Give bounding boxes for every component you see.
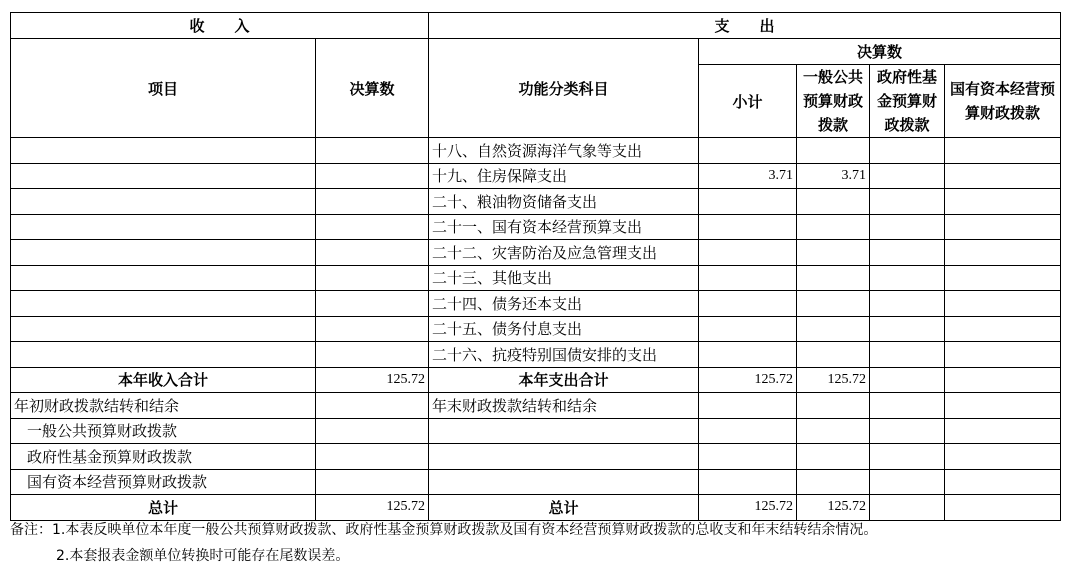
gov-fund-cell xyxy=(870,291,945,317)
state-capital-cell xyxy=(945,291,1061,317)
income-item-cell xyxy=(11,316,316,342)
income-item-cell xyxy=(11,214,316,240)
expense-subject-cell: 本年支出合计 xyxy=(429,367,699,393)
income-header: 收 入 xyxy=(11,13,429,39)
balance-row xyxy=(11,469,1061,495)
state-capital-cell xyxy=(945,367,1061,393)
gov-fund-cell xyxy=(870,367,945,393)
general-budget-cell xyxy=(797,444,870,470)
general-budget-cell xyxy=(797,214,870,240)
income-amount-cell xyxy=(316,418,429,444)
gov-fund-cell xyxy=(870,342,945,368)
item-header: 项目 xyxy=(11,39,316,138)
state-capital-cell xyxy=(945,469,1061,495)
expense-subject-cell xyxy=(429,469,699,495)
income-amount-cell xyxy=(316,393,429,419)
income-amount-cell xyxy=(316,469,429,495)
expense-row xyxy=(11,214,1061,240)
income-item-cell xyxy=(11,163,316,189)
expense-subject-cell xyxy=(429,444,699,470)
income-item-cell xyxy=(11,342,316,368)
expense-subject-cell xyxy=(429,418,699,444)
general-budget-cell: 125.72 xyxy=(797,367,870,393)
general-budget-cell xyxy=(797,418,870,444)
expense-subject-cell: 十八、自然资源海洋气象等支出 xyxy=(429,138,699,164)
gov-fund-cell xyxy=(870,138,945,164)
general-budget-cell xyxy=(797,393,870,419)
subtotal-cell xyxy=(699,444,797,470)
general-budget-cell xyxy=(797,469,870,495)
fiscal-appropriation-table xyxy=(10,12,1061,521)
expense-header: 支 出 xyxy=(429,13,1061,39)
subtotal-cell xyxy=(699,265,797,291)
income-amount-cell xyxy=(316,138,429,164)
income-item-cell xyxy=(11,240,316,266)
income-amount-cell xyxy=(316,163,429,189)
expense-subject-cell: 二十三、其他支出 xyxy=(429,265,699,291)
gov-fund-cell xyxy=(870,495,945,521)
general-budget-cell xyxy=(797,291,870,317)
expense-row xyxy=(11,240,1061,266)
subtotal-cell xyxy=(699,214,797,240)
income-amount-cell xyxy=(316,189,429,215)
income-item-cell: 总计 xyxy=(11,495,316,521)
state-capital-cell xyxy=(945,240,1061,266)
expense-subject-cell: 二十、粮油物资储备支出 xyxy=(429,189,699,215)
gov-fund-cell xyxy=(870,469,945,495)
income-item-cell: 一般公共预算财政拨款 xyxy=(11,418,316,444)
subtotal-cell xyxy=(699,316,797,342)
balance-row xyxy=(11,444,1061,470)
state-capital-cell xyxy=(945,214,1061,240)
gov-fund-cell xyxy=(870,418,945,444)
state-capital-cell xyxy=(945,393,1061,419)
subtotal-cell xyxy=(699,138,797,164)
state-capital-cell xyxy=(945,163,1061,189)
note-line-1: 备注：1.本表反映单位本年度一般公共预算财政拨款、政府性基金预算财政拨款及国有资本经营预算财政拨款的总收支和年末结转结余情况。 xyxy=(10,522,878,538)
state-capital-cell xyxy=(945,444,1061,470)
state-capital-cell xyxy=(945,265,1061,291)
expense-row xyxy=(11,291,1061,317)
expense-row xyxy=(11,189,1061,215)
income-item-cell xyxy=(11,291,316,317)
income-amount-cell: 125.72 xyxy=(316,367,429,393)
expense-subject-cell: 二十四、债务还本支出 xyxy=(429,291,699,317)
gov-fund-cell xyxy=(870,393,945,419)
balance-row xyxy=(11,393,1061,419)
expense-row xyxy=(11,316,1061,342)
income-amount-cell xyxy=(316,265,429,291)
balance-row xyxy=(11,418,1061,444)
state-capital-cell xyxy=(945,418,1061,444)
income-item-cell xyxy=(11,189,316,215)
income-amount-cell xyxy=(316,342,429,368)
gov-fund-cell xyxy=(870,444,945,470)
final-amount-header: 决算数 xyxy=(316,39,429,138)
income-amount-cell xyxy=(316,316,429,342)
general-budget-cell xyxy=(797,240,870,266)
income-item-cell: 年初财政拨款结转和结余 xyxy=(11,393,316,419)
state-capital-cell xyxy=(945,495,1061,521)
expense-row xyxy=(11,163,1061,189)
general-budget-cell xyxy=(797,316,870,342)
state-capital-cell xyxy=(945,342,1061,368)
expense-subject-cell: 总计 xyxy=(429,495,699,521)
state-capital-header: 国有资本经营预算财政拨款 xyxy=(945,65,1061,138)
subtotal-cell: 125.72 xyxy=(699,367,797,393)
subtotal-cell xyxy=(699,393,797,419)
subtotal-cell: 125.72 xyxy=(699,495,797,521)
income-amount-cell xyxy=(316,291,429,317)
year-total-row xyxy=(11,367,1061,393)
general-budget-cell xyxy=(797,342,870,368)
expense-row xyxy=(11,138,1061,164)
gov-fund-cell xyxy=(870,163,945,189)
expense-subject-cell: 十九、住房保障支出 xyxy=(429,163,699,189)
final-amount-group-header: 决算数 xyxy=(699,39,1061,65)
note-line-2: 2.本套报表金额单位转换时可能存在尾数误差。 xyxy=(56,548,350,564)
general-budget-header: 一般公共预算财政拨款 xyxy=(797,65,870,138)
general-budget-cell xyxy=(797,265,870,291)
subtotal-cell xyxy=(699,469,797,495)
expense-row xyxy=(11,265,1061,291)
general-budget-cell xyxy=(797,189,870,215)
gov-fund-cell xyxy=(870,240,945,266)
gov-fund-header: 政府性基金预算财政拨款 xyxy=(870,65,945,138)
income-item-cell xyxy=(11,265,316,291)
subtotal-cell xyxy=(699,342,797,368)
gov-fund-cell xyxy=(870,189,945,215)
income-item-cell: 政府性基金预算财政拨款 xyxy=(11,444,316,470)
expense-subject-cell: 二十一、国有资本经营预算支出 xyxy=(429,214,699,240)
general-budget-cell xyxy=(797,138,870,164)
gov-fund-cell xyxy=(870,214,945,240)
expense-row xyxy=(11,342,1061,368)
income-amount-cell xyxy=(316,444,429,470)
expense-subject-cell: 二十五、债务付息支出 xyxy=(429,316,699,342)
gov-fund-cell xyxy=(870,316,945,342)
subtotal-cell: 3.71 xyxy=(699,163,797,189)
income-item-cell xyxy=(11,138,316,164)
income-item-cell: 本年收入合计 xyxy=(11,367,316,393)
subtotal-header: 小计 xyxy=(699,65,797,138)
state-capital-cell xyxy=(945,316,1061,342)
function-subject-header: 功能分类科目 xyxy=(429,39,699,138)
subtotal-cell xyxy=(699,240,797,266)
general-budget-cell: 125.72 xyxy=(797,495,870,521)
grand-total-row xyxy=(11,495,1061,521)
expense-subject-cell: 二十二、灾害防治及应急管理支出 xyxy=(429,240,699,266)
income-amount-cell xyxy=(316,214,429,240)
subtotal-cell xyxy=(699,189,797,215)
gov-fund-cell xyxy=(870,265,945,291)
subtotal-cell xyxy=(699,418,797,444)
income-amount-cell: 125.72 xyxy=(316,495,429,521)
subtotal-cell xyxy=(699,291,797,317)
income-item-cell: 国有资本经营预算财政拨款 xyxy=(11,469,316,495)
general-budget-cell: 3.71 xyxy=(797,163,870,189)
state-capital-cell xyxy=(945,138,1061,164)
expense-subject-cell: 二十六、抗疫特别国债安排的支出 xyxy=(429,342,699,368)
state-capital-cell xyxy=(945,189,1061,215)
income-amount-cell xyxy=(316,240,429,266)
expense-subject-cell: 年末财政拨款结转和结余 xyxy=(429,393,699,419)
